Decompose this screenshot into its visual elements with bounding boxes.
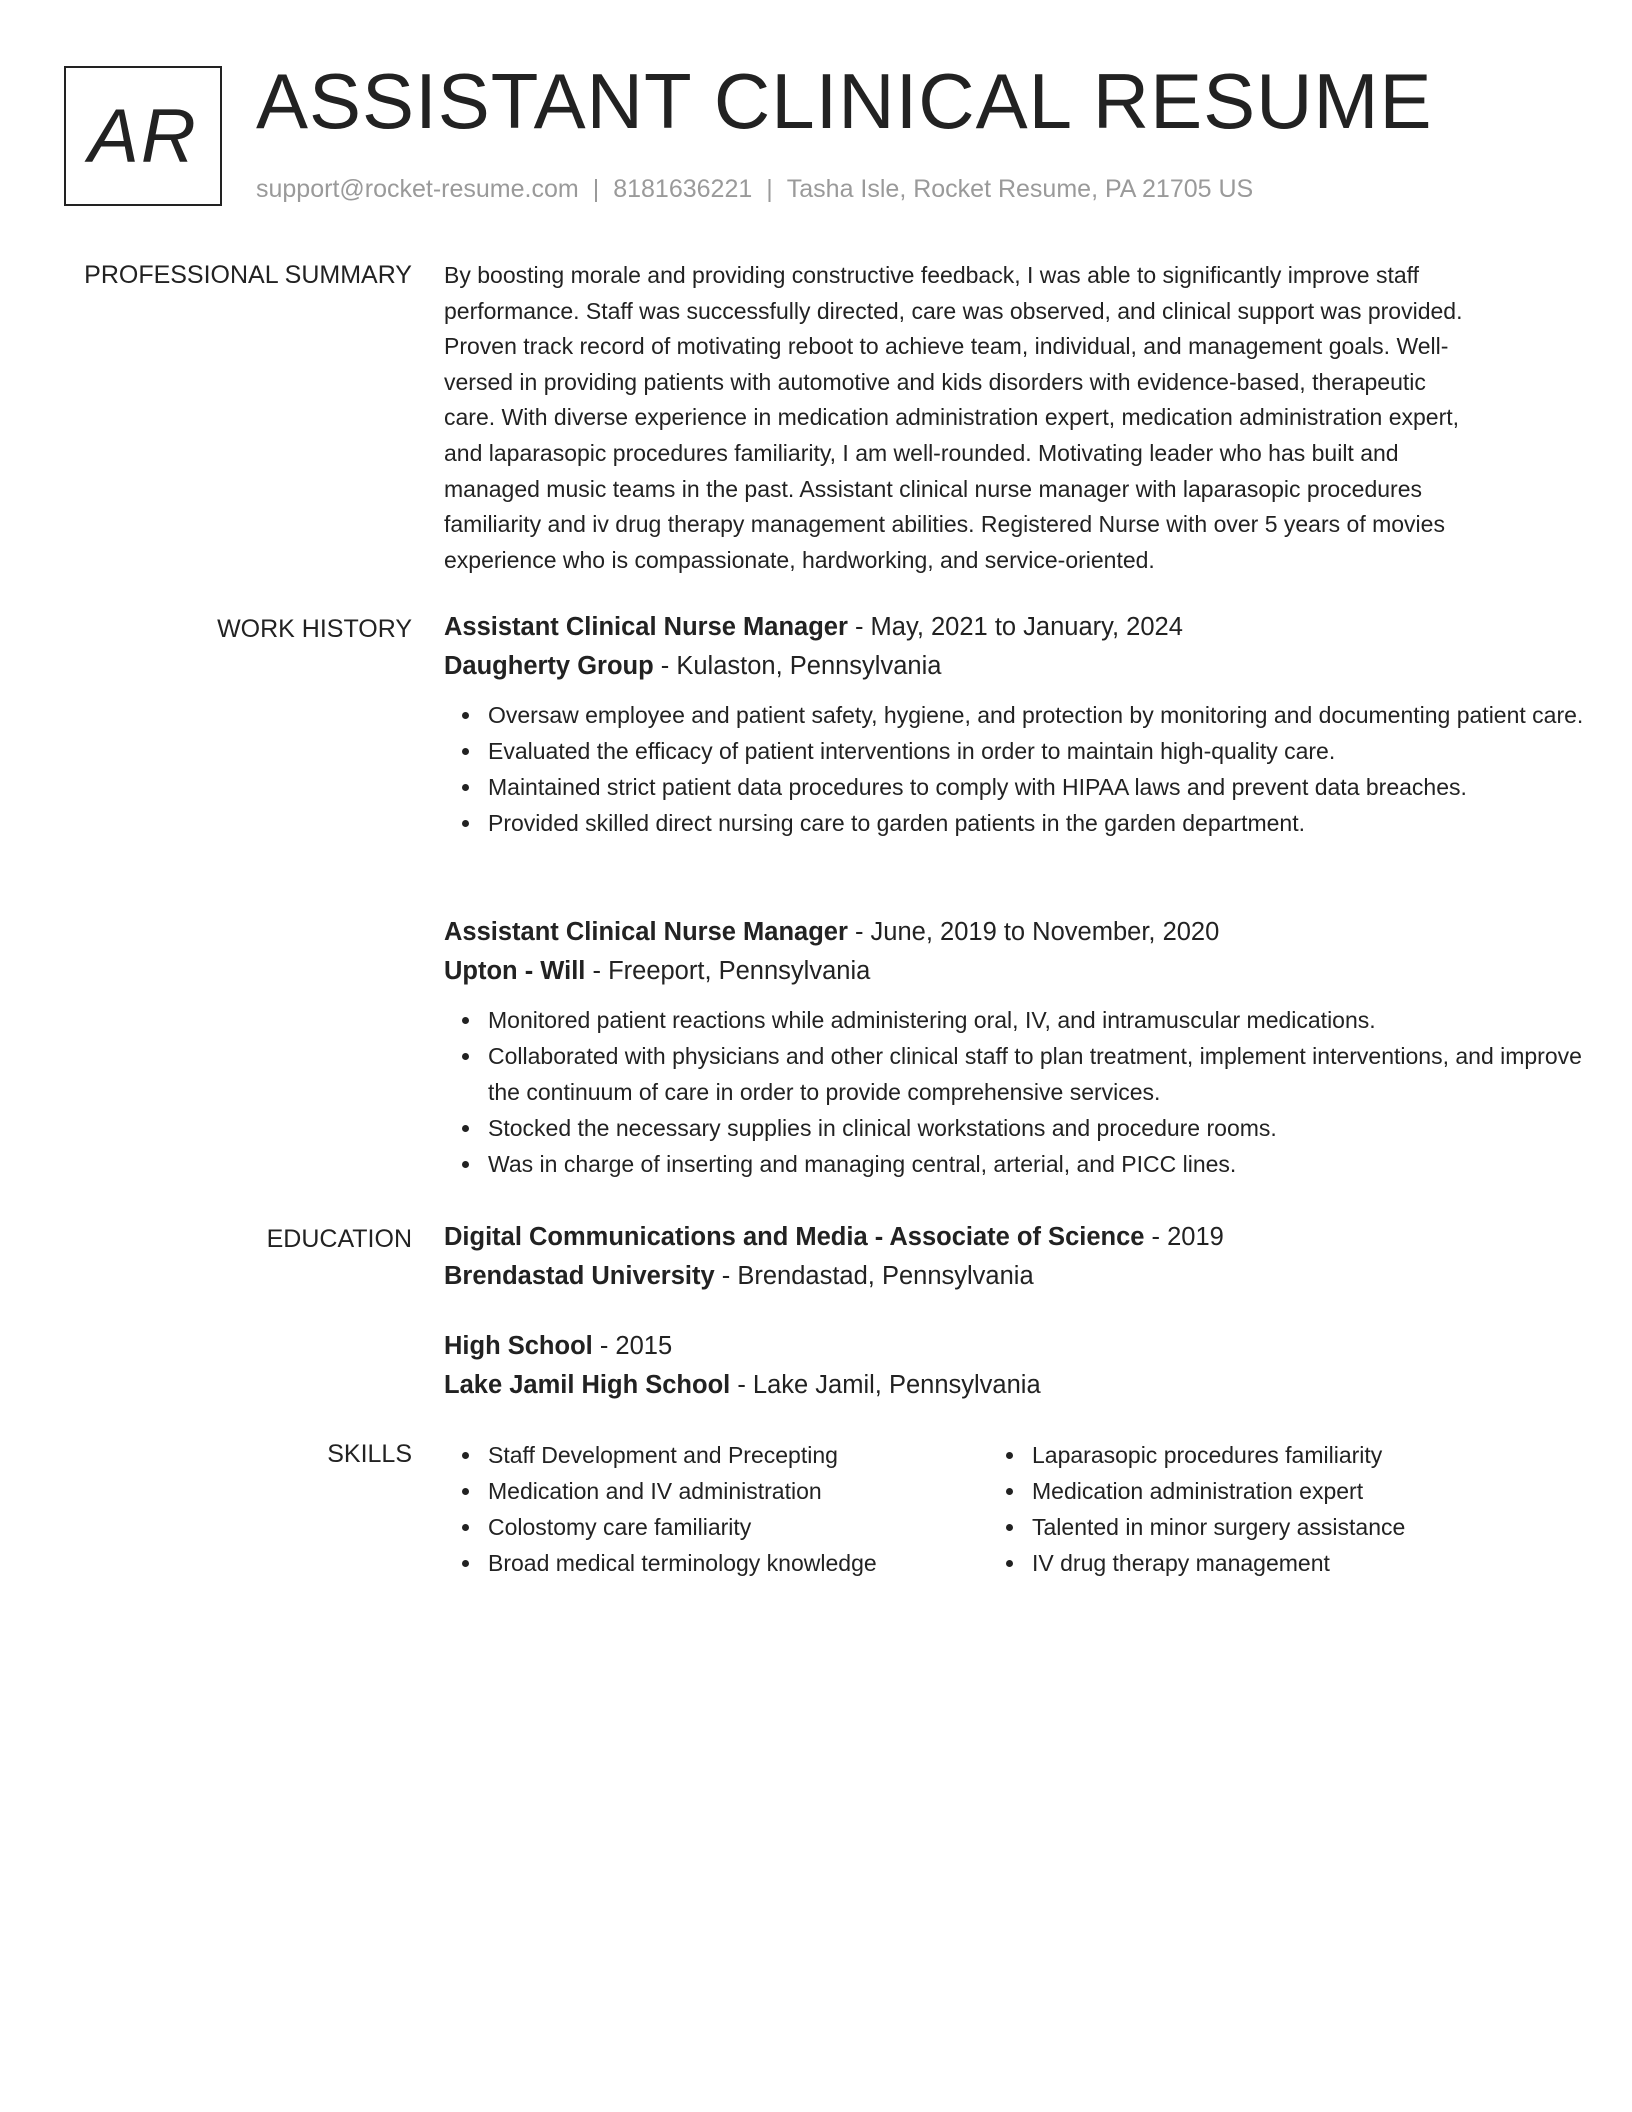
education-location: - Lake Jamil, Pennsylvania <box>730 1370 1041 1399</box>
summary-line: Proven track record of motivating reboot to achieve team, individual, and management goals. Well- <box>444 333 1449 360</box>
skills-list <box>444 1437 984 1581</box>
job-duty: Maintained strict patient data procedures to comply with HIPAA laws and prevent data breaches. <box>488 769 1618 805</box>
education-year: - 2015 <box>592 1332 673 1360</box>
education-year: - 2019 <box>1144 1223 1224 1251</box>
education-degree: High School <box>444 1332 593 1360</box>
summary-line: experience who is compassionate, hardworking, and service-oriented. <box>444 546 1155 573</box>
job-location: - Kulaston, Pennsylvania <box>653 651 942 680</box>
monogram-initials: AR <box>88 93 198 179</box>
job-duty: Oversaw employee and patient safety, hygiene, and protection by monitoring and documenting patient care. <box>488 697 1618 733</box>
job-heading <box>444 913 1544 952</box>
summary-line: familiarity and iv drug therapy management abilities. Registered Nurse with over 5 years of movies <box>444 511 1445 538</box>
job-duty: Stocked the necessary supplies in clinical workstations and procedure rooms. <box>488 1110 1608 1146</box>
job-dates: - June, 2019 to November, 2020 <box>847 918 1220 946</box>
skill-item: Medication and IV administration <box>488 1473 984 1509</box>
education-school-line <box>444 1257 1544 1296</box>
job-title: Assistant Clinical Nurse Manager <box>444 613 848 641</box>
contact-address: Tasha Isle, Rocket Resume, PA 21705 US <box>786 175 1254 203</box>
contact-separator: | <box>766 175 773 203</box>
job-duty: Monitored patient reactions while administering oral, IV, and intramuscular medications. <box>488 1002 1608 1038</box>
job-company: Upton - Will <box>444 956 586 985</box>
education-school: Lake Jamil High School <box>444 1370 731 1399</box>
work-section-label: WORK HISTORY <box>217 615 412 643</box>
job-company: Daugherty Group <box>444 651 654 680</box>
job-duty: Evaluated the efficacy of patient interventions in order to maintain high-quality care. <box>488 733 1618 769</box>
job-duties-list <box>444 697 1618 841</box>
education-degree-line <box>444 1327 1544 1366</box>
job-heading <box>444 608 1544 647</box>
education-degree-line <box>444 1218 1544 1257</box>
contact-line <box>256 172 1253 206</box>
job-title: Assistant Clinical Nurse Manager <box>444 918 848 946</box>
summary-line: managed music teams in the past. Assistant clinical nurse manager with laparasopic procedures <box>444 475 1422 502</box>
skill-item: Medication administration expert <box>1032 1473 1528 1509</box>
job-duty: Collaborated with physicians and other clinical staff to plan treatment, implement interventions, and improve the continuum of care in order to provide comprehensive services. <box>488 1038 1608 1110</box>
education-section-label: EDUCATION <box>266 1225 412 1253</box>
job-company-line <box>444 647 1544 686</box>
skills-section-label: SKILLS <box>327 1440 412 1468</box>
education-entry-1 <box>444 1218 1544 1295</box>
summary-section <box>444 258 1544 578</box>
job-duty: Provided skilled direct nursing care to garden patients in the garden department. <box>488 805 1618 841</box>
resume-title: ASSISTANT CLINICAL RESUME <box>256 57 1433 145</box>
skills-column-left <box>444 1437 984 1581</box>
contact-separator: | <box>592 175 600 203</box>
work-job-2 <box>444 913 1582 1182</box>
skills-list <box>988 1437 1528 1581</box>
education-entry-2 <box>444 1327 1544 1404</box>
skill-item: Talented in minor surgery assistance <box>1032 1509 1528 1545</box>
skills-section <box>444 1437 1544 1597</box>
work-job-1 <box>444 608 1584 841</box>
summary-line: versed in providing patients with automotive and kids disorders with evidence-based, therapeutic <box>444 368 1426 395</box>
skill-item: Staff Development and Precepting <box>488 1437 984 1473</box>
summary-line: By boosting morale and providing constructive feedback, I was able to significantly improve staff <box>444 262 1420 288</box>
summary-line: and laparasopic procedures familiarity, I am well-rounded. Motivating leader who has built and <box>444 439 1399 466</box>
job-duty: Was in charge of inserting and managing central, arterial, and PICC lines. <box>488 1146 1608 1182</box>
monogram-box <box>64 66 222 206</box>
job-location: - Freeport, Pennsylvania <box>585 956 871 985</box>
job-company-line <box>444 952 1544 991</box>
summary-paragraph <box>444 258 1544 578</box>
education-degree: Digital Communications and Media - Associate of Science <box>444 1223 1145 1251</box>
education-school: Brendastad University <box>444 1261 715 1290</box>
contact-phone[interactable]: 8181636221 <box>613 175 753 203</box>
skill-item: Broad medical terminology knowledge <box>488 1545 984 1581</box>
skills-column-right <box>988 1437 1528 1581</box>
education-location: - Brendastad, Pennsylvania <box>714 1261 1034 1290</box>
job-dates: - May, 2021 to January, 2024 <box>847 613 1183 641</box>
skill-item: IV drug therapy management <box>1032 1545 1528 1581</box>
summary-line: care. With diverse experience in medication administration expert, medication administration expert, <box>444 404 1460 431</box>
education-school-line <box>444 1366 1544 1405</box>
job-duties-list <box>444 1002 1608 1182</box>
summary-section-label: PROFESSIONAL SUMMARY <box>84 261 412 289</box>
summary-line: performance. Staff was successfully directed, care was observed, and clinical support was provided. <box>444 297 1463 324</box>
skill-item: Colostomy care familiarity <box>488 1509 984 1545</box>
skill-item: Laparasopic procedures familiarity <box>1032 1437 1528 1473</box>
contact-email[interactable]: support@rocket-resume.com <box>256 175 579 203</box>
